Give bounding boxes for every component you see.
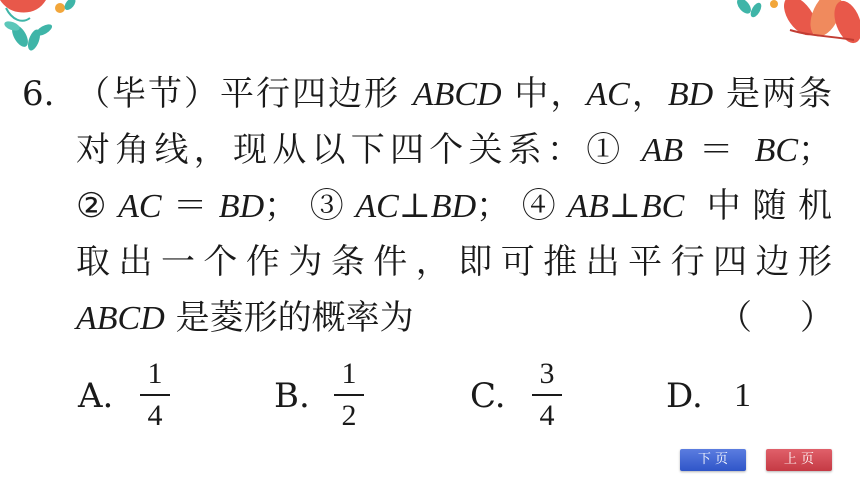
floral-decoration-top-right <box>730 0 860 48</box>
denominator: 4 <box>147 399 163 432</box>
question-text-line-2: 对角线，现从以下四个关系：① AB ＝ BC； <box>76 130 833 170</box>
fraction <box>334 356 364 434</box>
question-text-line-3: ②AC＝BD；③AC⊥BD；④AB⊥BC 中随机 <box>76 186 833 226</box>
question-line-5 <box>0 290 860 346</box>
denominator: 4 <box>539 399 555 432</box>
previous-page-button[interactable]: 上 页 <box>766 449 832 471</box>
choice-label: D. <box>666 376 703 416</box>
fraction <box>532 356 562 434</box>
fraction-bar <box>140 394 170 396</box>
question-line-2 <box>0 122 860 178</box>
answer-bracket: （ ） <box>718 298 834 338</box>
choice-label: C. <box>470 376 506 416</box>
question-number: 6. <box>22 74 55 114</box>
choice-value: 1 <box>734 377 751 414</box>
question-text-line-1: （毕节）平行四边形 ABCD 中，AC，BD 是两条 <box>76 74 832 114</box>
denominator: 2 <box>341 399 357 432</box>
numerator: 1 <box>147 357 163 390</box>
question-text-line-4: 取出一个作为条件，即可推出平行四边形 <box>76 242 832 282</box>
numerator: 1 <box>341 357 357 390</box>
fraction <box>140 356 170 434</box>
numerator: 3 <box>539 357 555 390</box>
question-line-1 <box>0 66 860 122</box>
fraction-bar <box>334 394 364 396</box>
floral-decoration-top-left <box>0 0 90 60</box>
fraction-bar <box>532 394 562 396</box>
choice-label: B. <box>274 376 310 416</box>
answer-choices <box>0 356 860 436</box>
choice-label: A. <box>78 376 114 416</box>
next-page-button[interactable]: 下 页 <box>680 449 746 471</box>
question-line-3 <box>0 178 860 234</box>
question-line-4 <box>0 234 860 290</box>
question-text-line-5: ABCD 是菱形的概率为 <box>76 298 414 338</box>
